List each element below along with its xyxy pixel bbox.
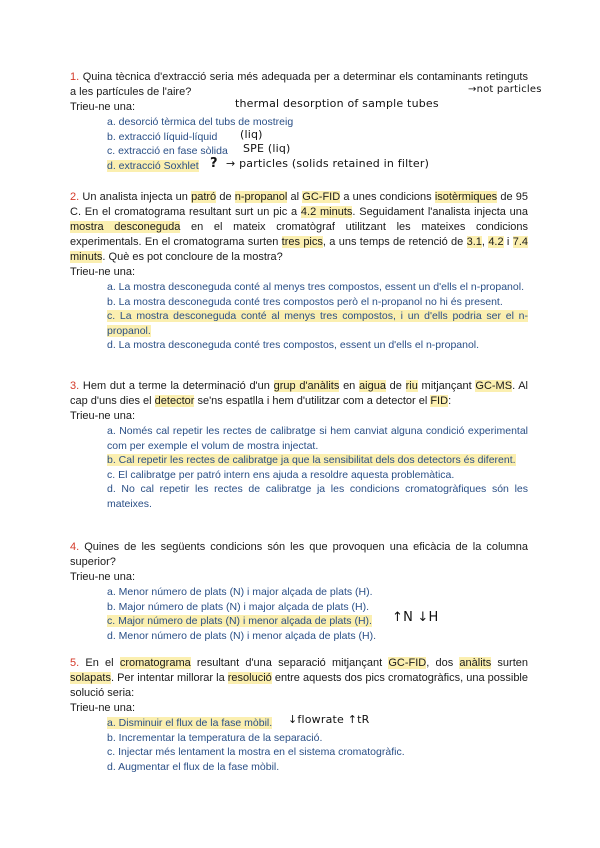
option-c[interactable]: c. Injectar més lentament la mostra en el sistema cromatogràfic. (107, 746, 405, 758)
option-c-text: c. La mostra desconeguda conté al menys tres compostos, i un d'ells podria ser el n-propanol. (107, 310, 528, 337)
stem-text: : (448, 395, 452, 407)
stem-text: Un analista injecta un (82, 191, 192, 203)
stem-text: se'ns espatlla i hem d'utilitzar com a detector el (194, 395, 431, 407)
stem-text: surten (491, 657, 528, 669)
option-b[interactable] (107, 453, 528, 468)
option-a[interactable]: a. desorció tèrmica del tubs de mostreig (107, 116, 294, 128)
highlighted-term: n-propanol (234, 191, 288, 203)
option-b[interactable]: b. La mostra desconeguda conté tres compostos però el n-propanol no hi és present. (107, 295, 503, 308)
option-b-text: b. Cal repetir les rectes de calibratge ja que la sensibilitat dels dos detectors és diferent. (107, 454, 516, 466)
question-2-options (107, 280, 528, 353)
stem-text: entre aquests dos pics cromatogràfics, una possible solució seria: (70, 672, 528, 699)
option-b[interactable]: b. Major número de plats (N) i major alçada de plats (H). (107, 600, 370, 613)
highlighted-term: tres pics (281, 236, 323, 248)
highlighted-term: cromatograma (119, 657, 191, 669)
stem-text: al (287, 191, 303, 203)
option-b[interactable]: b. extracció líquid-líquid (107, 130, 218, 143)
handwritten-note: → particles (solids retained in filter) (226, 157, 430, 170)
option-a[interactable]: a. Només cal repetir les rectes de calibratge si hem canviat alguna condició experimental com per exemple el volum de mostra injectat. (107, 425, 528, 452)
question-1-stem (70, 70, 528, 100)
option-d[interactable]: d. Augmentar el flux de la fase mòbil. (107, 760, 280, 773)
highlighted-term: mostra desconeguda (70, 221, 181, 233)
choose-one-label: Trieu-ne una: (70, 101, 136, 113)
stem-text: . Seguidament l'analista injecta una (352, 206, 529, 218)
question-3-options (107, 424, 528, 511)
option-c[interactable] (107, 614, 528, 629)
highlighted-term: riu (405, 380, 418, 392)
stem-text: , (481, 236, 489, 248)
option-c-text: c. Major número de plats (N) i menor alçada de plats (H). (107, 615, 372, 627)
highlighted-term: isotèrmiques (434, 191, 498, 203)
question-1-text: Quina tècnica d'extracció seria més adequada per a determinar els contaminants retinguts a les partícules de l'aire? (70, 71, 528, 98)
stem-text: Hem dut a terme la determinació d'un (82, 380, 274, 392)
stem-text: . Al cap d'uns dies el (70, 380, 528, 407)
option-d-text: d. extracció Soxhlet (107, 159, 199, 172)
highlighted-term: aigua (359, 380, 386, 392)
choose-one-label: Trieu-ne una: (70, 571, 136, 583)
stem-text: i (503, 236, 513, 248)
handwritten-note: ↓flowrate ↑tR (288, 713, 370, 726)
question-4-stem (70, 540, 528, 570)
highlighted-term: GC-FID (302, 191, 341, 203)
highlighted-term: patró (191, 191, 217, 203)
stem-text: mitjançant (417, 380, 476, 392)
question-2-stem (70, 190, 528, 265)
option-a[interactable]: a. Menor número de plats (N) i major alçada de plats (H). (107, 586, 373, 598)
highlighted-term: GC-FID (388, 657, 427, 669)
handwritten-note: ↑N ↓H (392, 610, 439, 625)
handwritten-note: thermal desorption of sample tubes (235, 97, 439, 110)
stem-text: en el mateix cromatògraf utilitzant les mateixes condicions experimentals. En el cromatograma surten (70, 221, 529, 248)
stem-text: . Per intentar millorar la (110, 672, 228, 684)
choose-one-label: Trieu-ne una: (70, 702, 136, 714)
highlighted-term: anàlits (459, 657, 492, 669)
question-4-text: Quines de les següents condicions són les que provoquen una eficàcia de la columna superior? (70, 541, 528, 568)
highlighted-term: resolució (227, 672, 272, 684)
highlighted-term: 3.1 (466, 236, 482, 248)
option-d[interactable]: d. La mostra desconeguda conté tres compostos, essent un d'ells el n-propanol. (107, 339, 480, 351)
question-number: 1. (70, 71, 80, 83)
stem-text: resultant d'una separació mitjançant (190, 657, 389, 669)
option-d[interactable]: d. Menor número de plats (N) i menor alçada de plats (H). (107, 629, 377, 642)
stem-text: a unes condicions (340, 191, 435, 203)
choose-one-label: Trieu-ne una: (70, 410, 136, 422)
option-c[interactable]: c. El calibratge per patró intern ens ajuda a resoldre aquesta problemàtica. (107, 468, 455, 481)
question-3-stem (70, 379, 528, 409)
question-2 (70, 190, 528, 353)
stem-text: de 95 C. En el cromatograma resultant surt un pic a (70, 191, 529, 218)
option-c[interactable]: c. extracció en fase sòlida (107, 145, 228, 157)
option-b[interactable]: b. Incrementar la temperatura de la separació. (107, 731, 323, 744)
handwritten-note: SPE (liq) (243, 142, 291, 155)
highlighted-term: 4.2 minuts (300, 206, 353, 218)
question-4-options (107, 585, 528, 643)
choose-one-label: Trieu-ne una: (70, 266, 136, 278)
highlighted-term: FID (430, 395, 449, 407)
stem-text: , a uns temps de retenció de (322, 236, 467, 248)
stem-text: de (385, 380, 406, 392)
stem-text: En el (85, 657, 120, 669)
highlighted-term: solapats (70, 672, 111, 684)
handwritten-note: (liq) (240, 128, 263, 141)
option-c[interactable] (107, 309, 528, 338)
option-a[interactable]: a. La mostra desconeguda conté al menys tres compostos, essent un d'ells el n-propanol. (107, 281, 524, 293)
highlighted-term: grup d'anàlits (273, 380, 340, 392)
question-number: 2. (70, 191, 80, 203)
handwritten-note: ? (210, 156, 218, 171)
option-d[interactable]: d. No cal repetir les rectes de calibratge ja les condicions cromatogràfiques són les mateixes. (107, 483, 528, 510)
option-a-text: a. Disminuir el flux de la fase mòbil. (107, 717, 273, 729)
highlighted-term: 4.2 (488, 236, 504, 248)
stem-text: de (216, 191, 235, 203)
stem-text: . Què es pot concloure de la mostra? (102, 251, 283, 263)
question-number: 3. (70, 380, 80, 392)
question-number: 5. (70, 657, 80, 669)
stem-text: en (339, 380, 360, 392)
highlighted-term: detector (154, 395, 195, 407)
question-5-stem (70, 656, 528, 701)
highlighted-term: GC-MS (475, 380, 513, 392)
highlighted-term: 7.4 minuts (70, 236, 528, 263)
handwritten-note: →not particles (468, 84, 542, 95)
question-3 (70, 379, 528, 511)
question-number: 4. (70, 541, 80, 553)
question-4 (70, 540, 528, 643)
stem-text: , dos (426, 657, 460, 669)
